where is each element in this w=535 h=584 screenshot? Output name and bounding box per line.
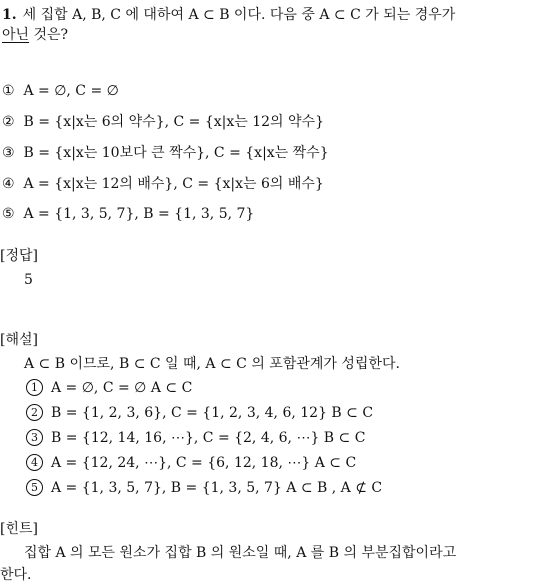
circled-number-4: 4 xyxy=(26,454,43,471)
option-text: A = ∅, C = ∅ xyxy=(23,83,119,99)
explanation-item-5 xyxy=(26,479,382,497)
explanation-item-text: A = {12, 24, ⋯}, C = {6, 12, 18, ⋯} A ⊂ C xyxy=(51,455,357,471)
question-line-2 xyxy=(2,26,68,44)
question-tail: 것은? xyxy=(29,27,69,43)
circled-number-1: 1 xyxy=(26,379,43,396)
option-4 xyxy=(2,175,324,193)
option-3 xyxy=(2,144,329,162)
answer-value: 5 xyxy=(24,272,33,288)
explanation-item-text: A = {1, 3, 5, 7}, B = {1, 3, 5, 7} A ⊂ B , A ⊄ C xyxy=(51,480,383,496)
explanation-item-2 xyxy=(26,404,373,422)
explanation-item-text: B = {1, 2, 3, 6}, C = {1, 2, 3, 4, 6, 12} B ⊂ C xyxy=(51,405,374,421)
explanation-intro: A ⊂ B 이므로, B ⊂ C 일 때, A ⊂ C 의 포함관계가 성립한다. xyxy=(24,356,400,372)
option-marker: ⑤ xyxy=(2,206,15,222)
hint-label: [힌트] xyxy=(0,521,38,537)
question-line-1 xyxy=(2,6,455,24)
option-text: A = {1, 3, 5, 7}, B = {1, 3, 5, 7} xyxy=(23,206,255,222)
circled-number-3: 3 xyxy=(26,429,43,446)
explanation-item-4 xyxy=(26,454,356,472)
option-text: B = {x|x는 6의 약수}, C = {x|x는 12의 약수} xyxy=(23,114,324,130)
hint-line-2: 한다. xyxy=(0,567,32,583)
question-negation-word: 아닌 xyxy=(2,27,30,43)
explanation-item-3 xyxy=(26,429,365,447)
option-marker: ① xyxy=(2,83,15,99)
hint-line-1: 집합 A 의 모든 원소가 집합 B 의 원소일 때, A 를 B 의 부분집합이라고 xyxy=(24,545,457,561)
option-marker: ④ xyxy=(2,176,15,192)
option-5 xyxy=(2,205,254,223)
option-1 xyxy=(2,82,119,100)
option-marker: ② xyxy=(2,114,15,130)
circled-number-2: 2 xyxy=(26,404,43,421)
explanation-item-text: A = ∅, C = ∅ A ⊂ C xyxy=(51,380,193,396)
answer-label: [정답] xyxy=(0,248,38,264)
option-text: B = {x|x는 10보다 큰 짝수}, C = {x|x는 짝수} xyxy=(23,145,329,161)
explanation-item-1 xyxy=(26,379,192,397)
question-text: 세 집합 A, B, C 에 대하여 A ⊂ B 이다. 다음 중 A ⊂ C 가 되는 경우가 xyxy=(22,7,456,23)
option-2 xyxy=(2,113,324,131)
option-text: A = {x|x는 12의 배수}, C = {x|x는 6의 배수} xyxy=(23,176,324,192)
explanation-item-text: B = {12, 14, 16, ⋯}, C = {2, 4, 6, ⋯} B ⊂ C xyxy=(51,430,366,446)
explanation-label: [해설] xyxy=(0,332,38,348)
question-number: 1. xyxy=(2,7,17,23)
circled-number-5: 5 xyxy=(26,479,43,496)
option-marker: ③ xyxy=(2,145,15,161)
